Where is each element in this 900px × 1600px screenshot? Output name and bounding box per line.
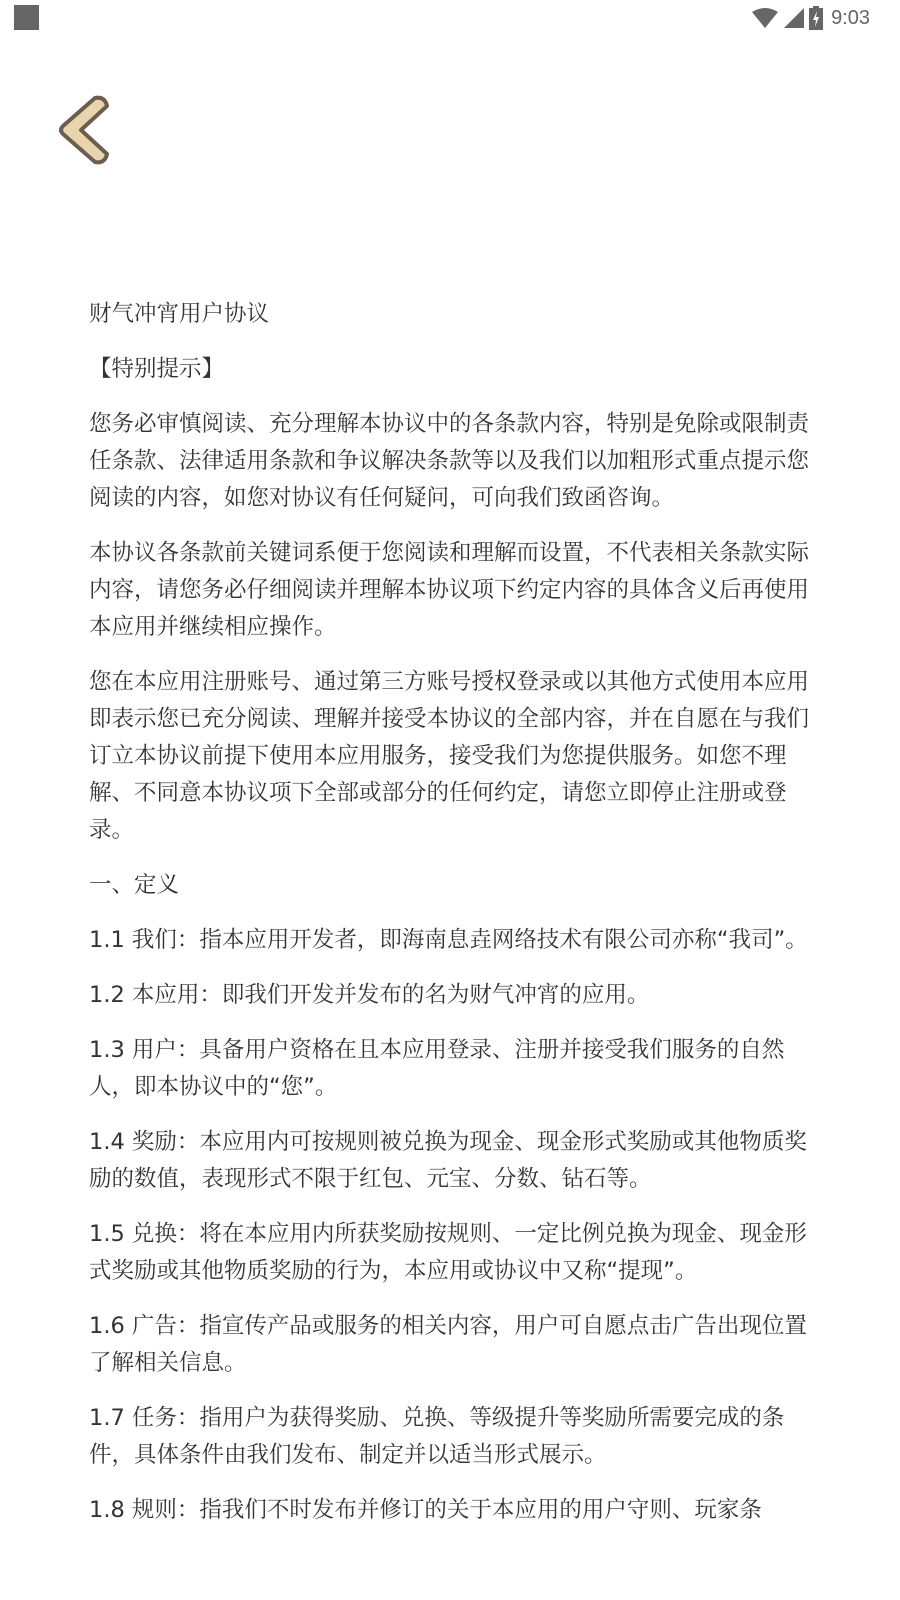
wifi-icon xyxy=(751,7,779,29)
definition-item: 1.7 任务：指用户为获得奖励、兑换、等级提升等奖励所需要完成的条件，具体条件由我们发布、制定并以适当形式展示。 xyxy=(89,1405,785,1468)
definition-item: 1.5 兑换：将在本应用内所获奖励按规则、一定比例兑换为现金、现金形式奖励或其他物质奖励的行为，本应用或协议中又称“提现”。 xyxy=(89,1221,807,1284)
section-heading-definitions: 一、定义 xyxy=(89,872,180,898)
cellular-signal-icon xyxy=(783,7,805,29)
status-time: 9:03 xyxy=(831,6,870,29)
definition-item: 1.4 奖励：本应用内可按规则被兑换为现金、现金形式奖励或其他物质奖励的数值，表现形式不限于红包、元宝、分数、钻石等。 xyxy=(89,1129,807,1192)
agreement-content xyxy=(89,296,809,1547)
definition-item: 1.3 用户：具备用户资格在且本应用登录、注册并接受我们服务的自然人，即本协议中的“您”。 xyxy=(89,1037,785,1100)
intro-paragraph: 您务必审慎阅读、充分理解本协议中的各条款内容，特别是免除或限制责任条款、法律适用条款和争议解决条款等以及我们以加粗形式重点提示您阅读的内容，如您对协议有任何疑问，可向我们致函咨询。 xyxy=(89,411,810,511)
battery-charging-icon xyxy=(809,6,823,30)
status-bar xyxy=(0,0,900,38)
notification-square-icon xyxy=(14,5,39,30)
definition-item: 1.1 我们：指本应用开发者，即海南息垚网络技术有限公司亦称“我司”。 xyxy=(89,927,808,953)
intro-paragraph: 您在本应用注册账号、通过第三方账号授权登录或以其他方式使用本应用即表示您已充分阅读、理解并接受本协议的全部内容，并在自愿在与我们订立本协议前提下使用本应用服务，接受我们为您提供服务。如您不理解、不同意本协议项下全部或部分的任何约定，请您立即停止注册或登录。 xyxy=(89,669,810,843)
status-icons xyxy=(751,4,870,32)
chevron-left-icon xyxy=(55,90,115,170)
definition-item: 1.2 本应用：即我们开发并发布的名为财气冲宵的应用。 xyxy=(89,982,650,1008)
intro-paragraph: 本协议各条款前关键词系便于您阅读和理解而设置，不代表相关条款实际内容，请您务必仔细阅读并理解本协议项下约定内容的具体含义后再使用本应用并继续相应操作。 xyxy=(89,540,810,640)
special-notice-heading: 【特别提示】 xyxy=(89,356,225,382)
back-button[interactable] xyxy=(55,90,115,170)
document-title: 财气冲宵用户协议 xyxy=(89,301,270,327)
definition-item: 1.8 规则：指我们不时发布并修订的关于本应用的用户守则、玩家条 xyxy=(89,1497,762,1523)
definition-item: 1.6 广告：指宣传产品或服务的相关内容，用户可自愿点击广告出现位置了解相关信息。 xyxy=(89,1313,807,1376)
